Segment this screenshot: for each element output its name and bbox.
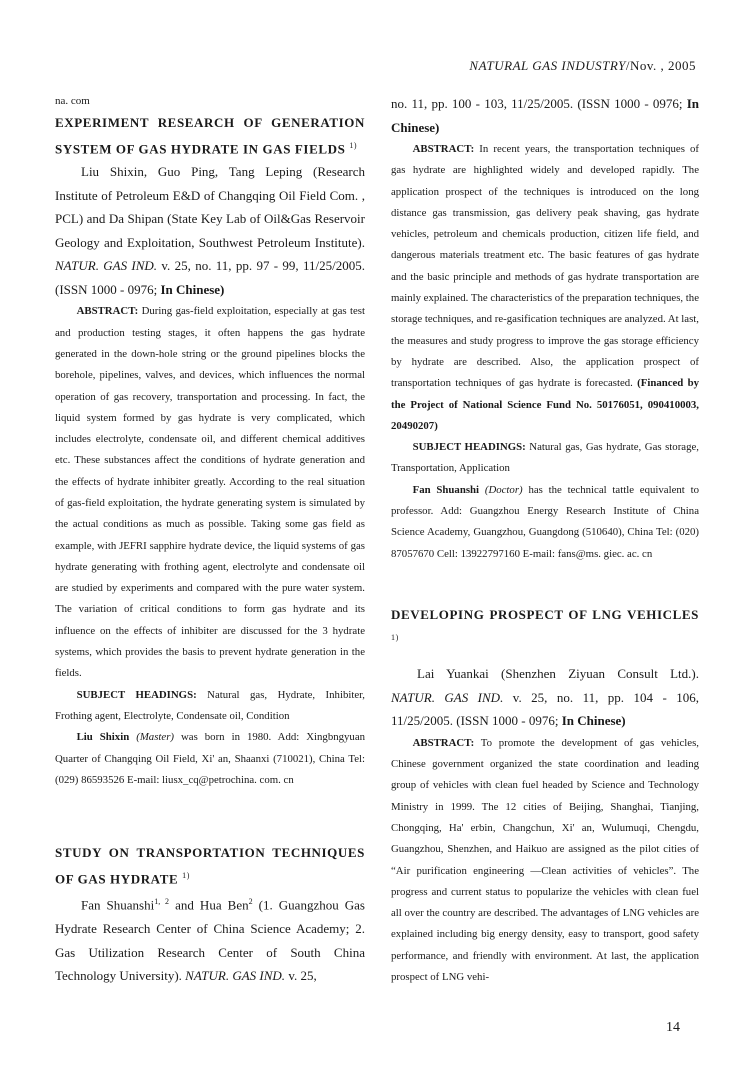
language-note: In Chinese)	[160, 281, 225, 297]
abstract-text: During gas-field exploitation, especially at gas test and production testing stages, it often happens the gas hydrate generated in the down-hole string or the ground pipelines blocks the borehole, pipelines, valves, and devices, which influences the normal operation of gas recovery, transportation and processing. In fact, the liquid system formed by gas hydrate is very complicated, which includes electrolyte, condensate oil, and different chemical additives etc. These substances affect the conditions of hydrate generation and the effects of hydrate inhibiter greatly. According to the real situation of gas-field exploitation, the hydrate generating system is simulated by the actual conditions as much as possible. Taking some gas field as example, with JEFRI sapphire hydrate device, the liquid systems of gas hydrate generating with frothing agent, electrolyte and condensate oil are studied by experiments and compared with the pure water system. The variation of critical conditions to form gas hydrate and its influence on the effects of inhibiter are discussed for the 3 hydrate systems, which provides the basis to prevent hydrate generation in the fields.	[55, 305, 365, 680]
bio-text: was born in 1980. Add: Xingbngyuan Quarter of Changqing Oil Field, Xi' an, Shaanxi (710021), China Tel: (029) 86593526 E-mail: liusx_cq@petrochina. com. cn	[55, 731, 366, 786]
abstract-label: ABSTRACT:	[76, 305, 139, 318]
subject-text: Natural gas, Gas hydrate, Gas storage, Transportation, Application	[391, 441, 699, 475]
bio-name: Fan Shuanshi	[412, 483, 480, 496]
page-number: 14	[666, 1020, 680, 1035]
article-authors: Fan Shuanshi$^{1, 2}$ and Hua Ben$^2$ (1. Guangzhou Gas Hydrate Research Center of China Science Academy; 2. Gas Utilization Research Center of South China Technology University). NATUR. GAS IND. v. 25,	[55, 897, 365, 984]
article-title: EXPERIMENT RESEARCH OF GENERATION SYSTEM OF GAS HYDRATE IN GAS FIELDS $^{1)}$	[55, 115, 365, 157]
journal-name: NATURAL GAS INDUSTRY	[469, 58, 626, 73]
running-header	[469, 58, 696, 74]
citation: v. 25,	[288, 968, 317, 984]
article-authors: Lai Yuankai (Shenzhen Ziyuan Consult Ltd.). NATUR. GAS IND. v. 25, no. 11, pp. 104 - 106, 11/25/2005. (ISSN 1000 - 0976; In Chinese)	[391, 666, 700, 729]
subject-headings	[391, 437, 699, 480]
right-column	[391, 92, 699, 988]
abstract	[391, 733, 699, 989]
author-bio	[55, 727, 365, 791]
article-generation-system	[55, 111, 365, 791]
bio-text: has the technical tattle equivalent to professor. Add: Guangzhou Energy Research Institute of China Science Academy, Guangzhou, Guangdong (510640), China Tel: (020) 87057670 Cell: 13922797160 E-mail: fans@ms. giec. ac. cn	[391, 483, 699, 560]
abstract-label: ABSTRACT:	[412, 736, 475, 749]
article-lng-vehicles	[391, 603, 699, 988]
journal-abbrev: NATUR. GAS IND.	[391, 689, 504, 705]
article-title: DEVELOPING PROSPECT OF LNG VEHICLES $^{1)}$	[391, 606, 699, 642]
subject-text: Natural gas, Hydrate, Inhibiter, Frothing agent, Electrolyte, Condensate oil, Condition	[55, 688, 365, 722]
journal-abbrev: NATUR. GAS IND.	[55, 258, 158, 274]
bio-name: Liu Shixin	[76, 731, 130, 744]
bio-degree: (Doctor)	[484, 483, 523, 496]
issue-date: Nov. , 2005	[629, 58, 696, 73]
article-transportation-techniques-continued	[391, 92, 699, 565]
abstract	[391, 139, 699, 437]
title-note: 1)	[391, 632, 399, 642]
carryover-fragment: na. com	[55, 95, 90, 107]
title-note: 1)	[349, 141, 358, 150]
bio-degree: (Master)	[136, 731, 174, 744]
abstract-text: To promote the development of gas vehicles, Chinese government organized the state coordination and leading group of vehicles with clean fuel headed by Science and Technology Ministry in 1999. The 12 cities of Beijing, Shanghai, Tianjing, Chongqing, Ha' erbin, Changchun, Xi' an, Wulumuqi, Chengdu, Guangzhou, Shenzhen, and Haikuo are assigned as the pilot cities of “Air purification engineering —Clean activities of vehicles”. The progress and current status to popularize the vehicles with clean fuel all over the country are described. The advantages of LNG vehicles are explained including big energy density, easy to transport, good safety performance, and friendly with environment. At last, the application prospect of LNG vehi-	[391, 736, 699, 984]
subject-headings	[55, 685, 365, 728]
title-note: 1)	[182, 871, 190, 881]
article-authors: Liu Shixin, Guo Ping, Tang Leping (Research Institute of Petroleum E&D of Changqing Oil Field Com. , PCL) and Da Shipan (State Key Lab of Oil&Gas Reservoir Geology and Exploitation, Southwest Petroleum Institute). NATUR. GAS IND. v. 25, no. 11, pp. 97 - 99, 11/25/2005. (ISSN 1000 - 0976; In Chinese)	[55, 164, 365, 297]
subject-label: SUBJECT HEADINGS:	[412, 441, 526, 454]
article-transportation-techniques	[55, 841, 365, 988]
header-separator: /	[625, 58, 630, 73]
subject-label: SUBJECT HEADINGS:	[76, 688, 197, 701]
funding-note: (Financed by the Project of National Science Fund No. 50176051, 090410003, 20490207)	[391, 377, 699, 432]
citation: v. 25, no. 11, pp. 97 - 99, 11/25/2005. (ISSN 1000 - 0976;	[55, 258, 365, 297]
abstract-label: ABSTRACT:	[412, 143, 475, 155]
abstract	[55, 301, 365, 684]
author-bio	[391, 480, 699, 565]
abstract-text: In recent years, the transportation techniques of gas hydrate are highlighted widely and developed rapidly. The application prospect of the techniques is introduced on the long distance gas transmission, gas delivery peak shaving, gas hydrate vehicles, petroleum and chemicals production, citizen life field, and dangerous materials treatment etc. The basic features of gas hydrate and the basic principle and methods of gas hydrate transportation are mainly explained. The characteristics of the preparation techniques, the storage techniques, and re-gasification techniques are analyzed. At last, the measures and study progress to improve the gas storage efficiency by hydrate are described. Also, the application prospect of transportation techniques of gas hydrate is forecasted.	[391, 143, 699, 390]
language-note: In Chinese)	[561, 713, 626, 729]
article-title: STUDY ON TRANSPORTATION TECHNIQUES OF GAS HYDRATE $^{1)}$	[55, 845, 365, 887]
citation-continued: no. 11, pp. 100 - 103, 11/25/2005. (ISSN 1000 - 0976; In Chinese)	[391, 96, 699, 135]
journal-abbrev: NATUR. GAS IND.	[185, 968, 286, 984]
citation: v. 25, no. 11, pp. 104 - 106, 11/25/2005. (ISSN 1000 - 0976;	[391, 689, 700, 729]
left-column	[55, 92, 365, 988]
language-note: In Chinese)	[391, 96, 699, 135]
